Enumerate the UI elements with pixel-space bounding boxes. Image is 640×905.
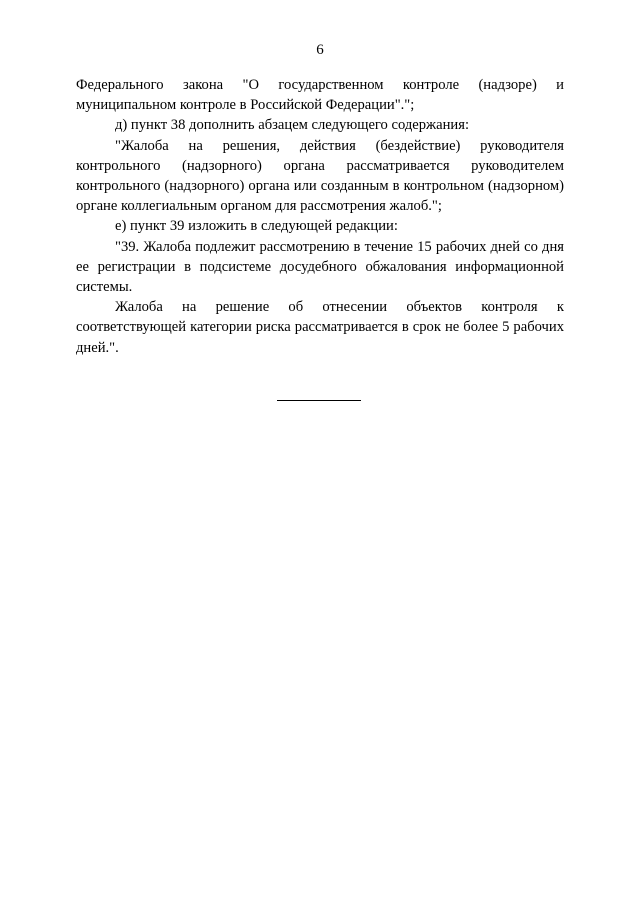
paragraph-clause-39: "39. Жалоба подлежит рассмотрению в течение 15 рабочих дней со дня ее регистрации в подсистеме досудебного обжалования информационной системы.	[76, 238, 564, 296]
paragraph-complaint-quote: "Жалоба на решения, действия (бездействие) руководителя контрольного (надзорного) органа рассматривается руководителем контрольного (надзорного) органа или созданным в контрольном (надзорном) органе коллегиальным органом для рассмотрения жалоб.";	[76, 137, 564, 215]
paragraph-risk-category: Жалоба на решение об отнесении объектов контроля к соответствующей категории риска рассматривается в срок не более 5 рабочих дней.".	[76, 299, 564, 356]
paragraph-item-e: е) пункт 39 изложить в следующей редакции:	[115, 218, 398, 235]
paragraph-continuation: Федерального закона "О государственном контроле (надзоре) и муниципальном контроле в Российской Федерации".";	[76, 77, 564, 114]
end-separator-line	[277, 400, 361, 401]
page-number: 6	[316, 42, 324, 58]
document-body	[76, 75, 564, 358]
paragraph-item-d: д) пункт 38 дополнить абзацем следующего содержания:	[115, 117, 470, 134]
